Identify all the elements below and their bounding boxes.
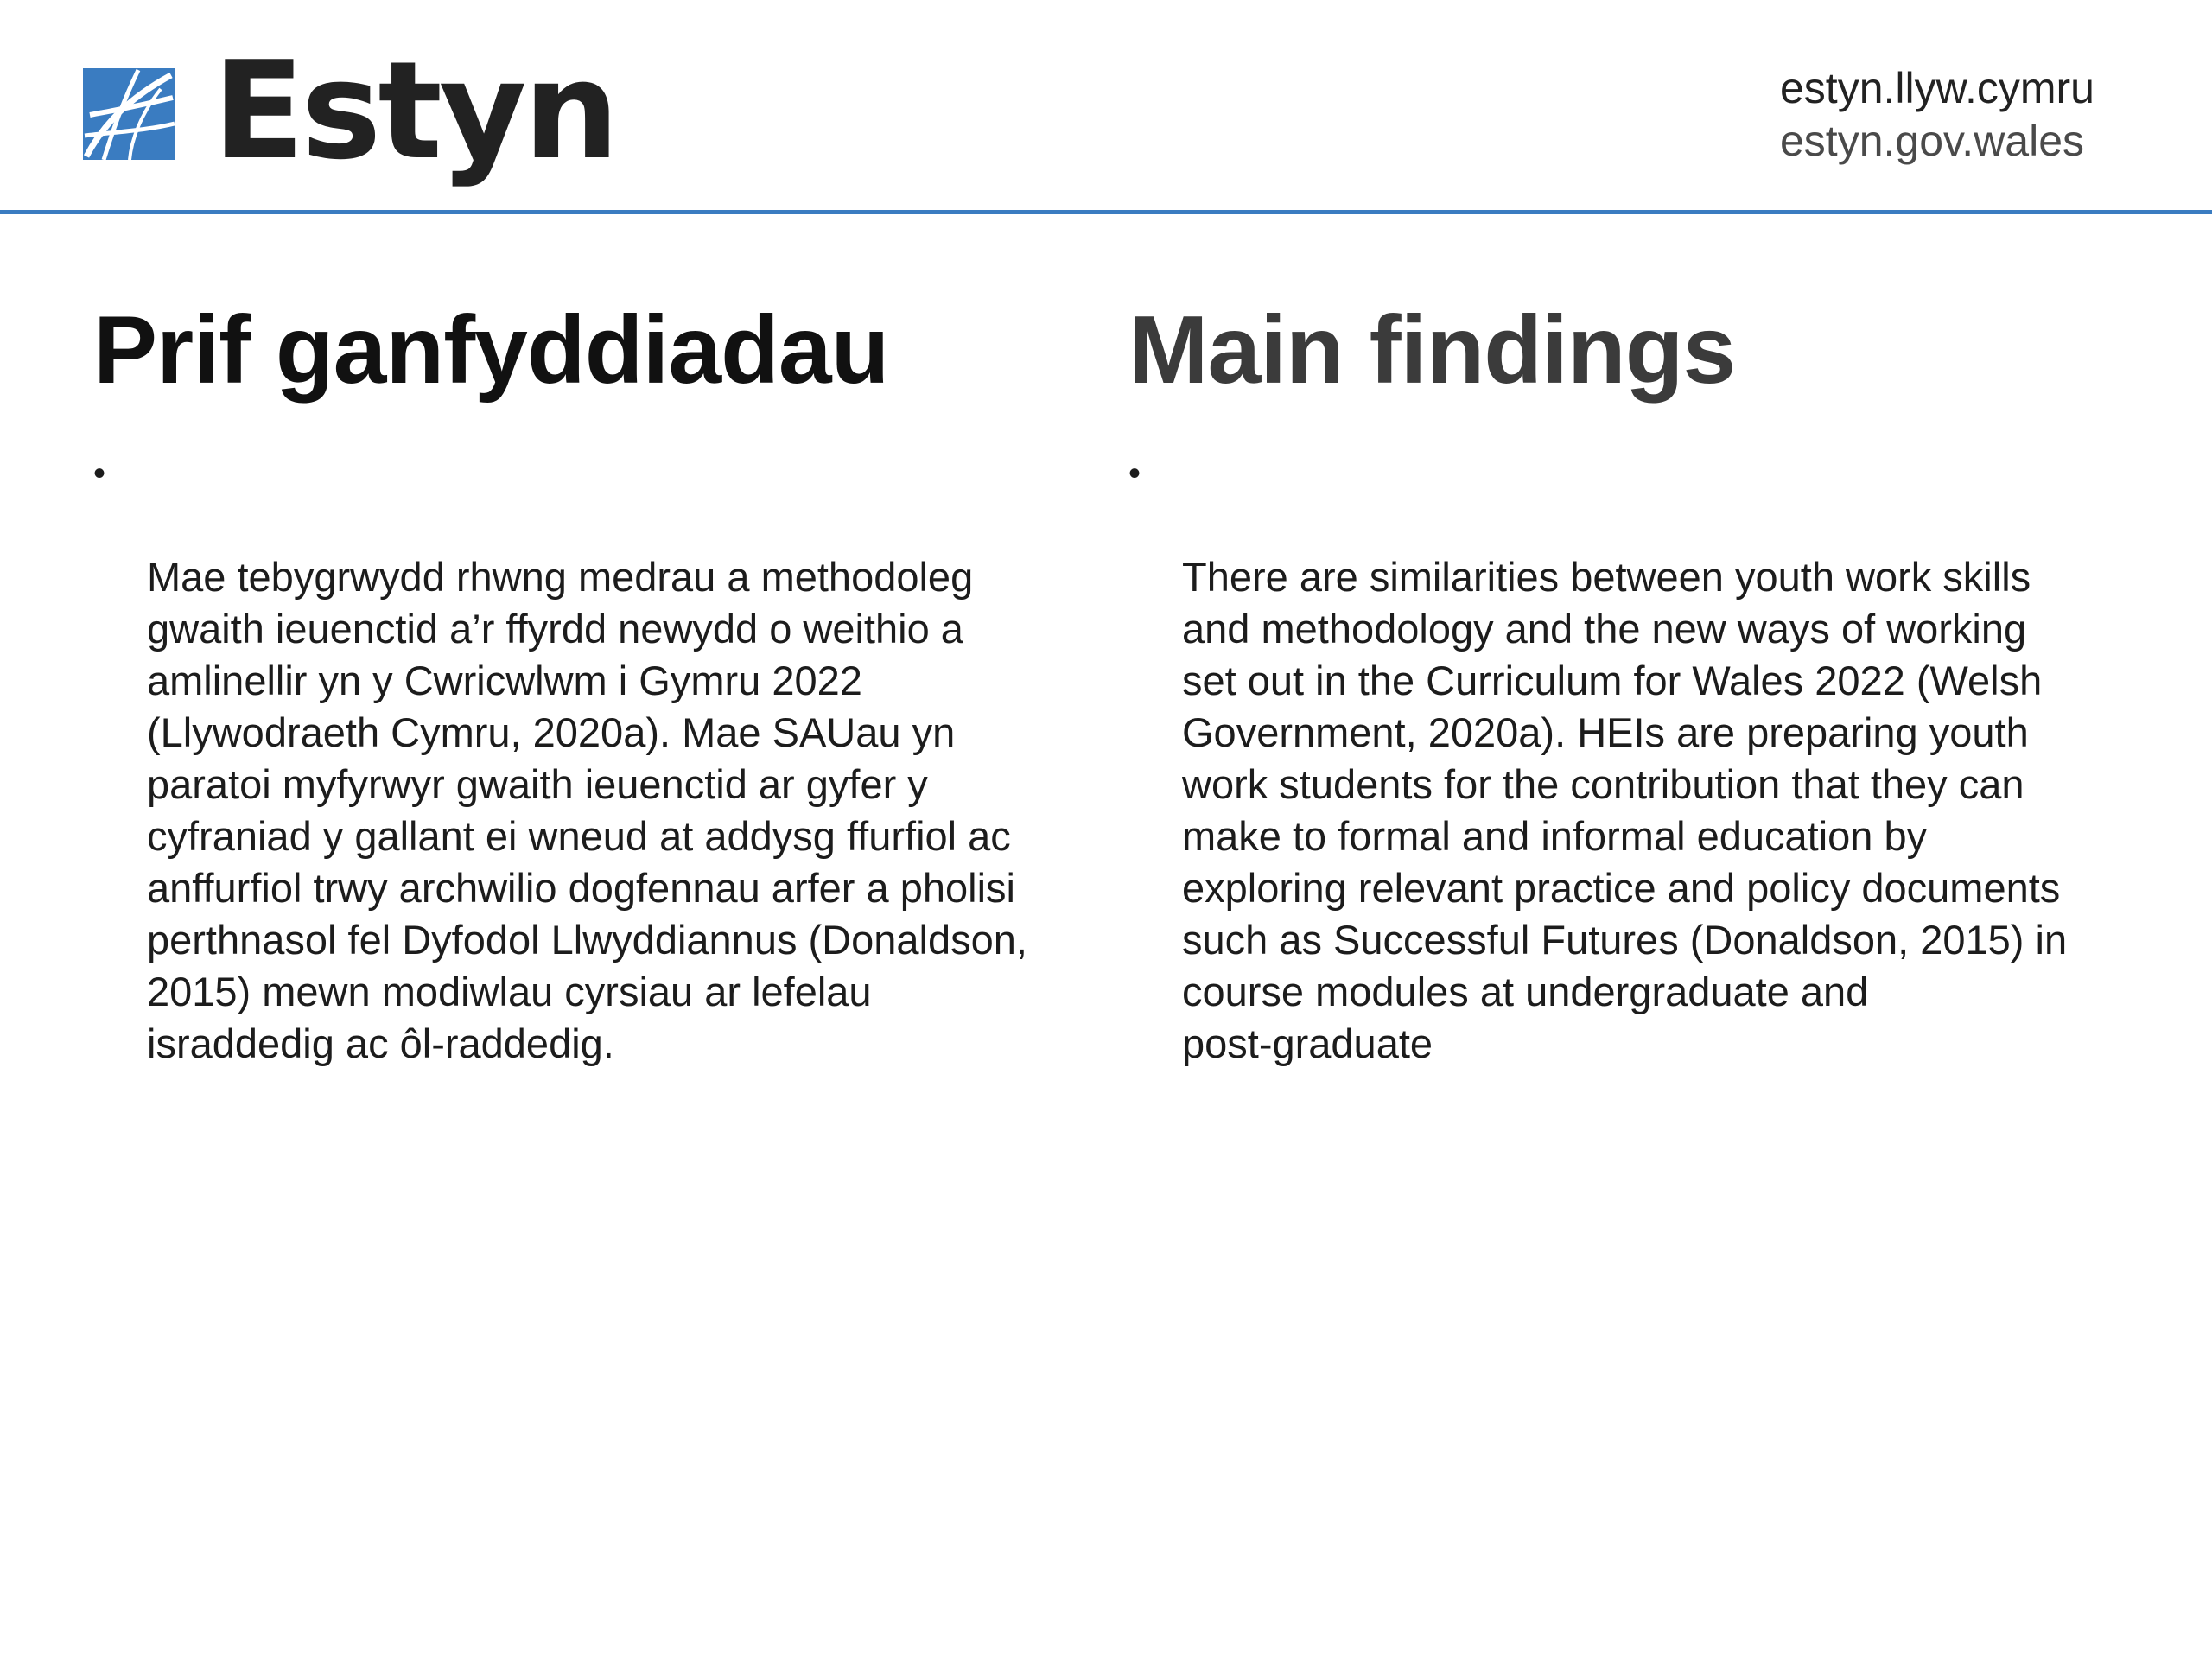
logo-wordmark: Estyn [213, 32, 616, 189]
english-heading: Main findings [1128, 296, 1736, 404]
english-column [1128, 294, 2139, 1066]
page-header [0, 0, 2212, 214]
welsh-url-link[interactable]: estyn.llyw.cymru [1780, 64, 2094, 112]
bullet-icon: • [93, 454, 106, 493]
english-bullet-text: There are similarities between youth work skills and methodology and the new ways of working set out in the Curriculum for Wales 2022 (Welsh Government, 2020a). HEIs are preparing youth work students for the contribution that they can make to formal and informal education by exploring relevant practice and policy documents such as Successful Futures (Donaldson, 2015) in course modules at undergraduate and post-graduate [1182, 554, 2068, 1066]
welsh-column [93, 294, 1104, 1066]
welsh-bullet-item [93, 448, 1027, 1070]
site-urls [1780, 62, 2094, 168]
english-bullet-list [1128, 448, 2067, 1070]
estyn-logo[interactable] [78, 32, 616, 189]
english-bullet-item [1128, 448, 2067, 1070]
bullet-icon: • [1128, 454, 1141, 493]
welsh-bullet-text: Mae tebygrwydd rhwng medrau a methodoleg gwaith ieuenctid a’r ffyrdd newydd o weithio a amlinellir yn y Cwricwlwm i Gymru 2022 (Llywodraeth Cymru, 2020a). Mae SAUau yn paratoi myfyrwyr gwaith ieuenctid ar gyfer y cyfraniad y gallant ei wneud at addysg ffurfiol ac anffurfiol trwy archwilio dogfennau arfer a pholisi perthnasol fel Dyfodol Llwyddiannus (Donaldson, 2015) mewn modiwlau cyrsiau ar lefelau israddedig ac ôl-raddedig. [147, 554, 1027, 1066]
estyn-logo-mark-icon [78, 63, 180, 165]
english-url-link[interactable]: estyn.gov.wales [1780, 117, 2085, 165]
welsh-heading: Prif ganfyddiadau [93, 296, 889, 404]
welsh-bullet-list [93, 448, 1027, 1070]
